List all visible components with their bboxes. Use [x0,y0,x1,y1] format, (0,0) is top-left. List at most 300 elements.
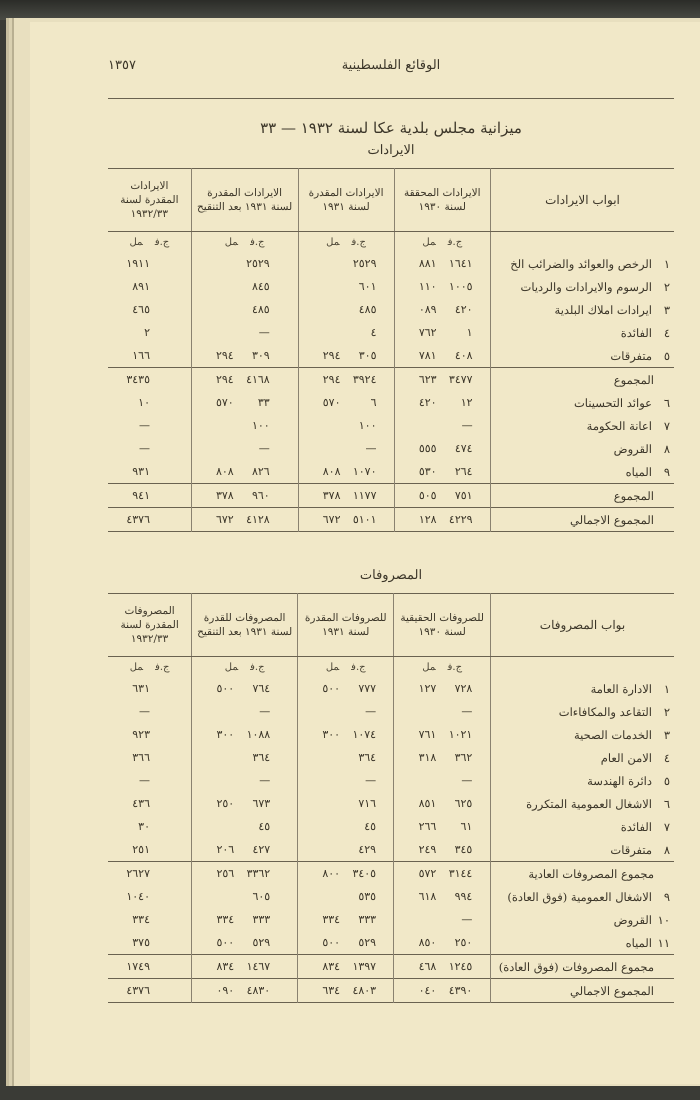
row-label [491,769,675,792]
table-row [108,414,674,437]
units-cell [394,232,490,253]
row-label-text: مجموع المصروفات العادية [528,866,654,881]
pounds-value: ٥١٠١ [352,513,377,526]
col-header-category: ابواب الايرادات [491,169,675,232]
mils-value: ٠٩٠ [216,984,235,997]
pounds-value: ٣٧٥ [132,936,150,949]
pounds-value: ١٤٦٧ [246,960,271,973]
total-row [108,862,674,886]
col-header-revised-1931: الايرادات المقدرة لسنة ١٩٣١ بعد التنقيح [191,169,298,232]
pounds-value: — [258,326,270,339]
value-cell-c2 [298,908,394,931]
value-cell-c2 [298,252,394,275]
row-label-text: الفائدة [620,819,652,834]
value-cell-c2 [298,862,394,886]
value-cell-c2 [298,508,394,532]
value-cell-c1 [394,815,491,838]
pounds-value: ٢٥٠ [454,936,473,949]
pounds-value: ١٢ [460,396,473,409]
page-number: ١٣٥٧ [108,58,136,73]
col-header-estimated-1932-33: المصروفات المقدرة لسنة ١٩٣٢/٣٣ [108,594,192,657]
pounds-value: ٤١٢٨ [246,513,270,526]
mils-value: ٠٨٩ [418,303,437,316]
unit-major: ج.ف [154,236,170,248]
mils-value: ٤٢٠ [418,396,437,409]
value-cell-c3 [191,391,298,414]
value-cell-c4 [108,885,192,908]
row-label-text: القروض [613,912,652,927]
pounds-value: — [139,419,150,432]
pounds-value: ٢٥١ [132,843,150,856]
value-cell-c1 [394,484,490,508]
pounds-value: ٤٠٨ [454,349,473,362]
mils-value: ٣٣٤ [322,913,341,926]
pounds-value: ٥٢٩ [358,936,377,949]
pounds-value: ٣٣٤ [132,913,150,926]
units-cell [394,657,491,678]
row-label [491,815,675,838]
pounds-value: ٤٥ [364,820,377,833]
value-cell-c3 [192,908,298,931]
row-number: ٨ [663,842,670,857]
pounds-value: ٤٧٤ [454,442,473,455]
value-cell-c1 [394,321,490,344]
unit-major: ج.ف [250,661,265,673]
pounds-value: ٣٤٣٥ [126,373,150,386]
mils-value: ٢٩٤ [322,373,341,386]
pounds-value: — [461,705,473,718]
pounds-value: ١٩١١ [126,257,150,270]
value-cell-c2 [298,437,394,460]
row-label [491,508,675,532]
mils-value: ٥٠٠ [216,936,235,949]
row-label-text: اعانة الحكومة [586,418,652,433]
value-cell-c3 [192,746,298,769]
total-row [108,484,674,508]
value-cell-c1 [394,838,491,862]
pounds-value: ٤٥ [258,820,271,833]
row-number: ١١ [657,935,670,950]
pounds-value: ٥٢٩ [252,936,271,949]
mils-value: ٥٧٠ [215,396,234,409]
mils-value: ٦١٨ [418,890,437,903]
mils-value: ٤٦٨ [418,960,437,973]
mils-value: ٥٥٥ [418,442,437,455]
pounds-value: ٢٦٢٧ [126,867,150,880]
mils-value: ٢٩٤ [215,349,234,362]
value-cell-c2 [298,700,394,723]
value-cell-c4 [108,437,191,460]
pounds-value: ٢٥٢٩ [352,257,377,270]
pounds-value: ٤٨٥ [358,303,377,316]
value-cell-c4 [108,298,191,321]
pounds-value: — [461,913,473,926]
col-header-revised-1931: المصروفات للقدرة لسنة ١٩٣١ بعد التنقيح [192,594,298,657]
pounds-value: ١٠٠ [358,419,377,432]
value-cell-c1 [394,298,490,321]
value-cell-c2 [298,723,394,746]
value-cell-c2 [298,275,394,298]
value-cell-c4 [108,321,191,344]
pounds-value: ٢٥٢٩ [246,257,270,270]
document-title: ميزانية مجلس بلدية عكا لسنة ١٩٣٢ — ٣٣ [260,119,522,137]
row-label [491,275,675,298]
pounds-value: ٣٦٢ [454,751,473,764]
pounds-value: — [139,442,150,455]
pounds-value: ٧٥١ [454,489,473,502]
row-label-text: المياه [625,464,652,479]
mils-value: ٥٠٠ [322,936,341,949]
unit-minor: مل [422,236,436,248]
value-cell-c1 [394,723,491,746]
units-cell [108,657,192,678]
value-cell-c4 [108,815,192,838]
value-cell-c4 [108,838,192,862]
value-cell-c4 [108,677,192,700]
units-row [108,232,674,253]
mils-value: ٨٣٤ [216,960,235,973]
table-row [108,885,674,908]
row-label [491,746,675,769]
table-row [108,437,674,460]
pounds-value: ١٦٦ [132,349,150,362]
table-row [108,298,674,321]
value-cell-c1 [394,508,490,532]
mils-value: ٨٥١ [418,797,437,810]
pounds-value: ٣٣٣ [358,913,377,926]
pounds-value: ٩٩٤ [454,890,473,903]
table-row [108,677,674,700]
pounds-value: ١٦٤١ [448,257,473,270]
value-cell-c3 [191,508,298,532]
mils-value: ١٢٧ [418,682,437,695]
row-label [491,437,675,460]
pounds-value: ٦٠٥ [252,890,271,903]
revenue-table [108,168,674,532]
pounds-value: ٣٠٩ [251,349,270,362]
value-cell-c1 [394,344,490,368]
value-cell-c1 [394,908,491,931]
pounds-value: ٤١٦٨ [246,373,270,386]
value-cell-c1 [394,700,491,723]
table-row [108,391,674,414]
units-label-empty [491,657,675,678]
value-cell-c4 [108,275,191,298]
row-label-text: المجموع [613,372,654,387]
pounds-value: ١٠٢١ [448,728,473,741]
pounds-value: — [365,774,377,787]
units-cell [108,232,191,253]
value-cell-c2 [298,979,394,1003]
row-number: ٣ [663,727,670,742]
col-header-category: بواب المصروفات [491,594,675,657]
value-cell-c1 [394,391,490,414]
pounds-value: ٣٦٤ [358,751,377,764]
pounds-value: ٣٤٠٥ [352,867,377,880]
mils-value: ٨٣٤ [322,960,341,973]
table-row [108,931,674,955]
mils-value: ٧٦١ [418,728,437,741]
mils-value: ٣١٨ [418,751,437,764]
mils-value: ٣٠٠ [322,728,341,741]
row-label [491,298,675,321]
pounds-value: ٤٨٥ [251,303,270,316]
total-row [108,368,674,392]
row-number: ٥ [663,348,670,363]
expenditure-section-title: المصروفات [359,568,423,583]
pounds-value: ٢ [144,326,150,339]
value-cell-c2 [298,815,394,838]
value-cell-c4 [108,391,191,414]
mils-value: ٥٠٥ [418,489,437,502]
row-label-text: الاشغال العمومية المتكررة [526,796,652,811]
row-label-text: المجموع الاجمالي [570,512,654,527]
row-label-text: مجموع المصروفات (فوق العادة) [498,959,654,974]
page-content [108,22,674,1003]
pounds-value: ٤٢٧ [252,843,271,856]
value-cell-c4 [108,460,191,484]
value-cell-c3 [192,955,298,979]
pounds-value: ٧١٦ [358,797,377,810]
mils-value: ٦٢٣ [418,373,437,386]
table-row [108,746,674,769]
value-cell-c1 [394,955,491,979]
value-cell-c2 [298,298,394,321]
value-cell-c1 [394,792,491,815]
document-page [30,22,700,1084]
pounds-value: ١٢٤٥ [448,960,473,973]
row-label-text: دائرة الهندسة [587,773,652,788]
value-cell-c1 [394,769,491,792]
pounds-value: — [139,705,150,718]
table-row [108,769,674,792]
value-cell-c3 [192,677,298,700]
value-cell-c3 [191,344,298,368]
value-cell-c3 [191,368,298,392]
pounds-value: ٩٦٠ [251,489,270,502]
row-label-text: الامن العام [600,750,652,765]
row-label-text: القروض [613,441,652,456]
table-row [108,321,674,344]
unit-minor: مل [224,236,239,248]
mils-value: ١١٠ [418,280,437,293]
value-cell-c1 [394,979,491,1003]
pounds-value: ٣٩٢٤ [352,373,377,386]
pounds-value: — [461,419,473,432]
pounds-value: ٢٦٤ [454,465,473,478]
table-row [108,815,674,838]
row-number: ٧ [663,418,670,433]
row-number: ٤ [663,750,670,765]
row-label [491,344,675,368]
row-label-text: المجموع الاجمالي [570,983,654,998]
pounds-value: — [259,705,271,718]
row-number: ٥ [663,773,670,788]
value-cell-c2 [298,391,394,414]
pounds-value: ٦٧٣ [252,797,271,810]
units-cell [191,232,298,253]
value-cell-c4 [108,414,191,437]
pounds-value: ٤٦٥ [132,303,150,316]
row-label-text: الادارة العامة [590,681,652,696]
mils-value: ٥٧٢ [418,867,437,880]
unit-minor: مل [129,661,144,673]
pounds-value: ١٠٤٠ [126,890,150,903]
pounds-value: ٤٣٧٦ [126,513,150,526]
value-cell-c4 [108,955,192,979]
row-label-text: الخدمات الصحية [573,727,652,742]
mils-value: ٧٨١ [418,349,437,362]
pounds-value: ١١٧٧ [352,489,377,502]
pounds-value: ٦٠١ [358,280,377,293]
pounds-value: ٣٠٥ [358,349,377,362]
value-cell-c3 [191,484,298,508]
pounds-value: ٣٣٣ [252,913,271,926]
pounds-value: ٦ [370,396,377,409]
value-cell-c1 [394,746,491,769]
value-cell-c3 [191,275,298,298]
row-number: ٢ [663,704,670,719]
value-cell-c2 [298,677,394,700]
value-cell-c1 [394,414,490,437]
pounds-value: ٣٤٧٧ [448,373,473,386]
value-cell-c1 [394,885,491,908]
table-row [108,723,674,746]
row-label-text: الفائدة [620,325,652,340]
col-header-actual-1930: للصروفات الحقيقية لسنة ١٩٣٠ [394,594,491,657]
mils-value: ٢٠٦ [216,843,235,856]
table-row [108,838,674,862]
expenditure-table [108,593,674,1003]
value-cell-c3 [191,414,298,437]
row-label [491,700,675,723]
pounds-value: ٣٣ [257,396,270,409]
pounds-value: ٨٩١ [132,280,150,293]
unit-major: ج.ف [351,661,366,673]
row-label [491,908,675,931]
value-cell-c3 [192,723,298,746]
value-cell-c4 [108,484,191,508]
value-cell-c4 [108,769,192,792]
row-label [491,321,675,344]
value-cell-c4 [108,792,192,815]
value-cell-c3 [191,252,298,275]
value-cell-c3 [192,700,298,723]
value-cell-c4 [108,746,192,769]
row-label-text: ايرادات املاك البلدية [554,302,652,317]
pounds-value: ١٧٤٩ [126,960,150,973]
mils-value: ٥٧٠ [322,396,341,409]
row-label [491,979,675,1003]
pounds-value: ٤٢٠ [454,303,473,316]
pounds-value: ٣٠ [138,820,150,833]
pounds-value: — [365,705,377,718]
pounds-value: ٣٦٤ [252,751,271,764]
value-cell-c3 [192,792,298,815]
unit-major: ج.ف [447,661,463,673]
value-cell-c1 [394,862,491,886]
pounds-value: ١٠ [138,396,150,409]
mils-value: ٣٧٨ [215,489,234,502]
mils-value: ٢٤٩ [418,843,437,856]
units-cell [298,657,394,678]
mils-value: ٨٥٠ [418,936,437,949]
table-row [108,792,674,815]
row-label-text: التقاعد والمكافاءات [558,704,652,719]
col-header-estimated-1932-33: الايرادات المقدرة لسنة ١٩٣٢/٣٣ [108,169,191,232]
mils-value: ٣٧٨ [322,489,341,502]
pounds-value: ٣١٤٤ [448,867,473,880]
pounds-value: ١ [466,326,473,339]
value-cell-c2 [298,414,394,437]
value-cell-c1 [394,368,490,392]
table-row [108,700,674,723]
mils-value: ٨٠٨ [215,465,234,478]
pounds-value: ١٠٨٨ [246,728,271,741]
pounds-value: ١٠٧٤ [352,728,377,741]
value-cell-c3 [192,815,298,838]
mils-value: ١٢٨ [418,513,437,526]
mils-value: ٧٦٢ [418,326,437,339]
unit-minor: مل [129,236,143,248]
mils-value: ٣٠٠ [216,728,235,741]
value-cell-c4 [108,931,192,955]
row-label [491,862,675,886]
pounds-value: — [258,442,270,455]
mils-value: ٨٨١ [418,257,437,270]
value-cell-c1 [394,252,490,275]
pounds-value: ٧٦٤ [252,682,271,695]
mils-value: ٢٩٤ [322,349,341,362]
mils-value: ٨٠٠ [322,867,341,880]
value-cell-c1 [394,460,490,484]
value-cell-c4 [108,908,192,931]
value-cell-c4 [108,344,191,368]
value-cell-c2 [298,344,394,368]
value-cell-c3 [192,931,298,955]
value-cell-c1 [394,677,491,700]
row-number: ٣ [663,302,670,317]
pounds-value: ٨٤٥ [251,280,270,293]
pounds-value: ٩٤١ [132,489,150,502]
pounds-value: — [461,774,473,787]
row-number: ٧ [663,819,670,834]
mils-value: ٢٥٦ [216,867,235,880]
pounds-value: ١٣٩٧ [352,960,377,973]
value-cell-c2 [298,838,394,862]
value-cell-c4 [108,862,192,886]
row-label [491,460,675,484]
row-label [491,792,675,815]
revenue-section-title: الايرادات [367,143,415,158]
value-cell-c4 [108,979,192,1003]
value-cell-c4 [108,723,192,746]
units-cell [298,232,394,253]
row-label [491,368,675,392]
total-row [108,508,674,532]
pounds-value: ٦٣١ [132,682,150,695]
units-row [108,657,674,678]
pounds-value: ٣٤٥ [454,843,473,856]
pounds-value: — [365,442,377,455]
row-label-text: الرسوم والايرادات والرديات [520,279,652,294]
pounds-value: ٣٦٦ [132,751,150,764]
value-cell-c4 [108,508,191,532]
mils-value: ٥٣٠ [418,465,437,478]
book-binding-edge [0,0,700,20]
value-cell-c4 [108,252,191,275]
unit-major: ج.ف [447,236,463,248]
